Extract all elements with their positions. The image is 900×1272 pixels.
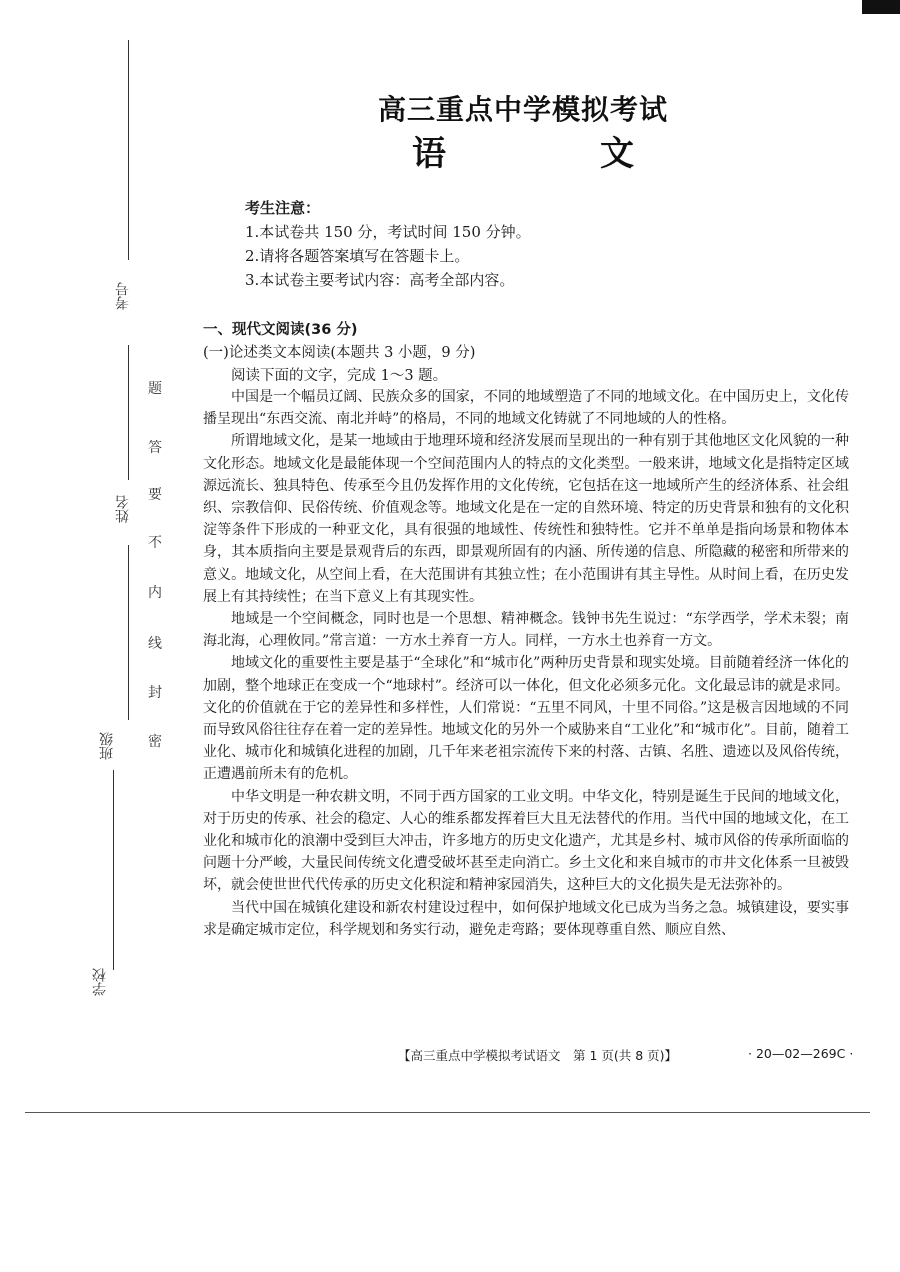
subsection-title: (一)论述类文本阅读(本题共 3 小题，9 分) <box>203 345 476 361</box>
page-bottom-edge <box>25 1112 870 1113</box>
reading-instruction: 阅读下面的文字，完成 1～3 题。 <box>231 368 448 384</box>
page-footer: 【高三重点中学模拟考试语文 第 1 页(共 8 页)】 <box>398 1048 678 1063</box>
paper-code: · 20—02—269C · <box>748 1046 854 1061</box>
section-title: 一、现代文阅读(36 分) <box>203 322 358 338</box>
notice-item: 3.本试卷主要考试内容：高考全部内容。 <box>245 271 515 289</box>
seal-char: 内 <box>148 585 162 601</box>
passage-paragraph: 所谓地域文化，是某一地域由于地理环境和经济发展而呈现出的一种有别于其他地区文化风貌的一种文化形态。地域文化是最能体现一个空间范围内人的特点的文化类型。一般来讲，地域文化是指特定区域源远流长、独具特色、传承至今且仍发挥作用的文化传统，它包括在这一地域所产生的经济体系、社会组织、宗教信仰、民俗传统、价值观念等。地域文化是在一定的自然环境、特定的历史背景和独有的文化积淀等条件下形成的一种亚文化，具有很强的地域性、传统性和独特性。它并不单单是指向场景和物体本身，其本质指向主要是景观背后的东西，即景观所固有的内涵、所传递的信息、所隐藏的秘密和所带来的意义。地域文化，从空间上看，在大范围讲有其独立性；在小范围讲有其主导性。从时间上看，在历史发展上有其持续性；在当下意义上有其现实性。 <box>203 433 849 605</box>
passage-paragraph: 中华文明是一种农耕文明，不同于西方国家的工业文明。中华文化，特别是诞生于民间的地域文化，对于历史的传承、社会的稳定、人心的维系都发挥着巨大且无法替代的作用。当代中国的地域文化，在工业化和城市化的浪潮中受到巨大冲击，许多地方的历史文化遗产，尤其是乡村、城市风俗的传承所面临的问题十分严峻，大量民间传统文化遭受破坏甚至走向消亡。乡土文化和来自城市的市井文化体系一旦被毁坏，就会使世世代代传承的历史文化积淀和精神家园消失，这种巨大的文化损失是无法弥补的。 <box>203 788 849 894</box>
reading-passage <box>203 386 849 941</box>
class-label: 班级 <box>99 732 115 760</box>
name-label: 姓名 <box>115 495 131 523</box>
binding-line-top <box>128 40 129 260</box>
subject-title: 语 文 <box>412 134 694 174</box>
notice-item: 1.本试卷共 150 分，考试时间 150 分钟。 <box>245 223 531 241</box>
notice-heading: 考生注意： <box>245 199 321 217</box>
candidate-notice <box>245 196 531 292</box>
seal-char: 封 <box>148 685 162 701</box>
seal-char: 答 <box>148 440 162 456</box>
seal-char: 要 <box>148 487 162 503</box>
scan-corner-mark <box>862 0 900 14</box>
seal-char: 不 <box>148 535 162 551</box>
seal-char: 密 <box>148 734 162 750</box>
passage-paragraph: 中国是一个幅员辽阔、民族众多的国家，不同的地域塑造了不同的地域文化。在中国历史上，文化传播呈现出“东西交流、南北并峙”的格局，不同的地域文化铸就了不同地域的人的性格。 <box>203 389 849 428</box>
seal-char: 题 <box>148 381 162 397</box>
passage-paragraph: 当代中国在城镇化建设和新农村建设过程中，如何保护地域文化已成为当务之急。城镇建设，要实事求是确定城市定位，科学规划和务实行动，避免走弯路；要体现尊重自然、顺应自然、 <box>203 899 849 938</box>
seal-char: 线 <box>148 636 162 652</box>
binding-line-3 <box>128 545 129 720</box>
binding-line-4 <box>113 770 114 970</box>
passage-paragraph: 地域文化的重要性主要是基于“全球化”和“城市化”两种历史背景和现实处境。目前随着经济一体化的加剧，整个地球正在变成一个“地球村”。经济可以一体化，但文化必须多元化。文化最忌讳的就是求同。文化的价值就在于它的差异性和多样性，人们常说：“五里不同风，十里不同俗。”这是极言因地域的不同而导致风俗往往存在着一定的差异性。地域文化的另外一个威胁来自“工业化”和“城市化”。目前，随着工业化、城市化和城镇化进程的加剧，几千年来老祖宗流传下来的村落、古镇、名胜、遗迹以及风俗传统，正遭遇前所未有的危机。 <box>203 655 849 783</box>
binding-line-2 <box>128 345 129 480</box>
binding-strip <box>0 0 185 1100</box>
passage-paragraph: 地域是一个空间概念，同时也是一个思想、精神概念。钱钟书先生说过：“东学西学，学术未裂；南海北海，心理攸同。”常言道：一方水土养育一方人。同样，一方水土也养育一方文。 <box>203 611 849 650</box>
notice-item: 2.请将各题答案填写在答题卡上。 <box>245 247 470 265</box>
school-label: 学校 <box>92 968 108 996</box>
exam-number-label: 考号 <box>115 282 131 310</box>
exam-title: 高三重点中学模拟考试 <box>377 93 668 126</box>
